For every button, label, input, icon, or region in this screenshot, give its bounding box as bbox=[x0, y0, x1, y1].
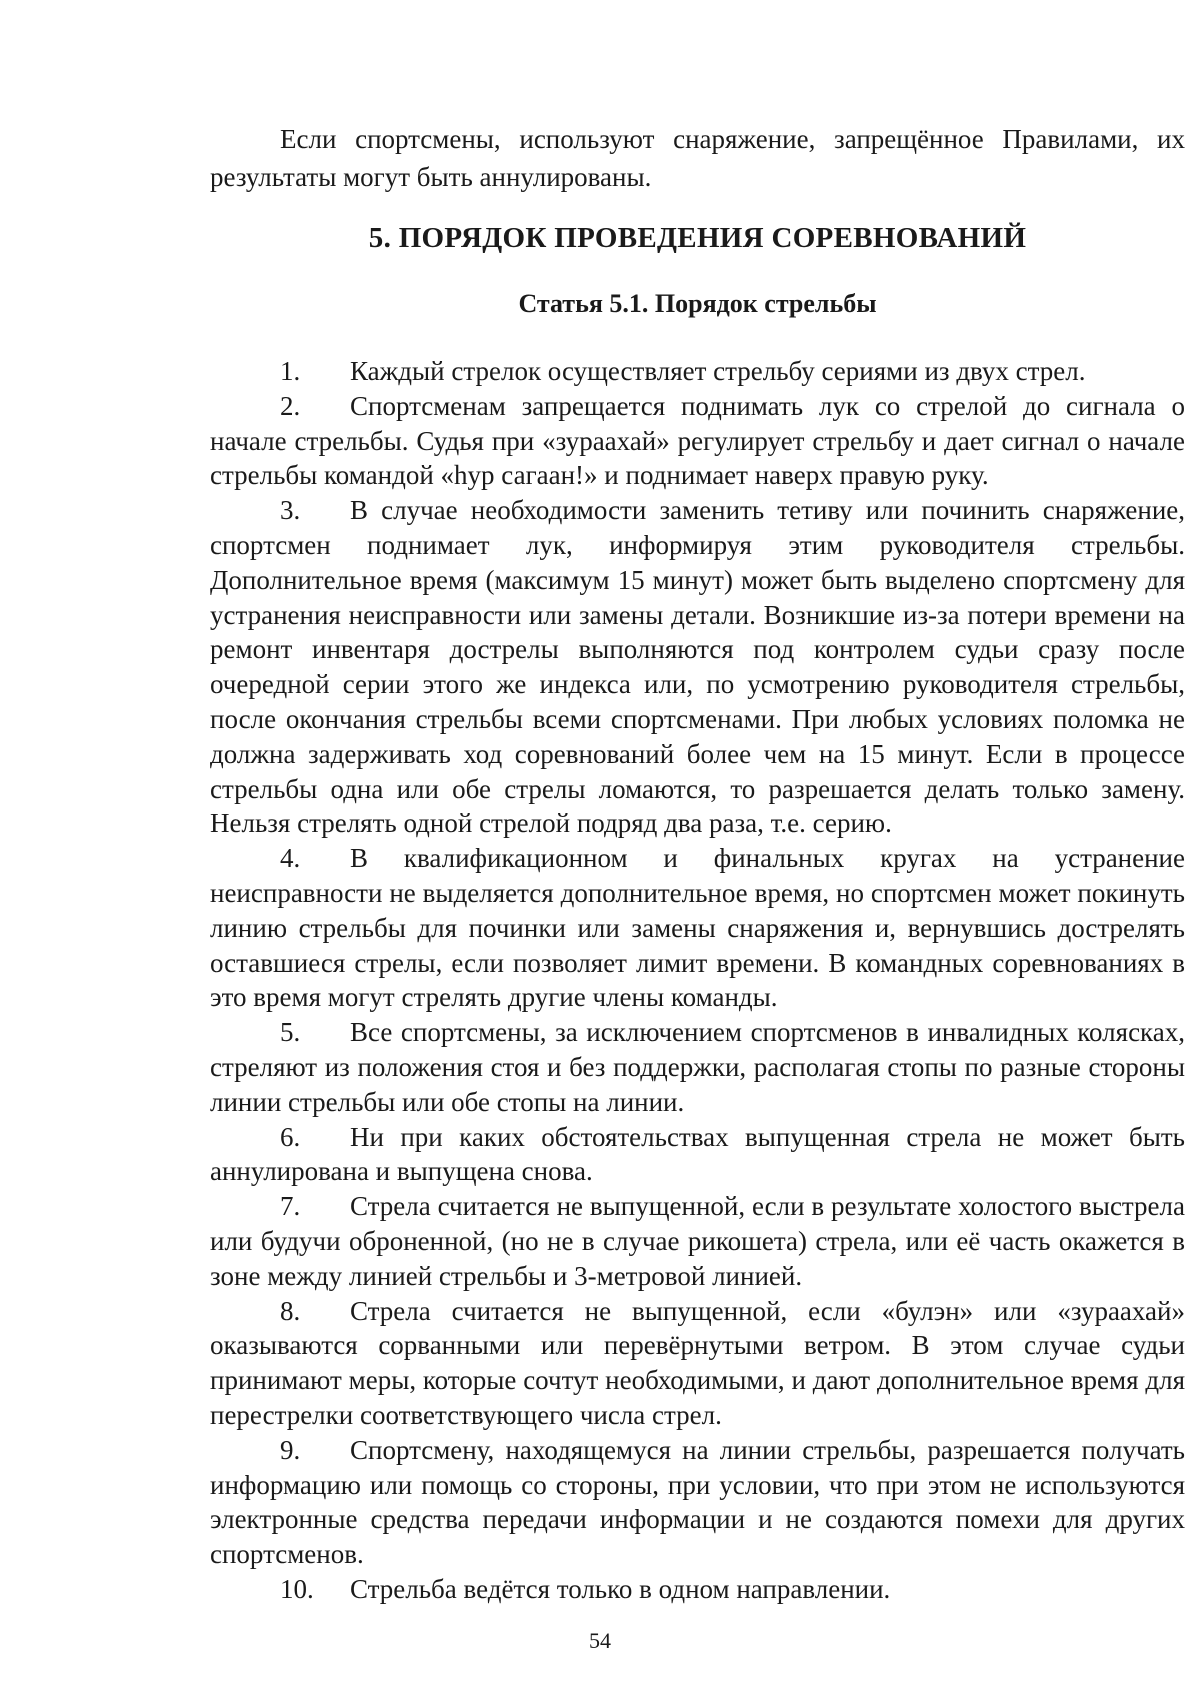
item-text: Стрельба ведётся только в одном направлении. bbox=[350, 1573, 891, 1604]
list-item bbox=[210, 1572, 1185, 1607]
list-item bbox=[210, 841, 1185, 1015]
item-text: Спортсменам запрещается поднимать лук со стрелой до сигнала о начале стрельбы. Судья при «зураахай» регулирует стрельбу и дает сигнал о начале стрельбы командой «hур сагаан!» и поднимает наверх правую руку. bbox=[210, 390, 1185, 491]
article-title: Статья 5.1. Порядок стрельбы bbox=[518, 289, 877, 318]
item-text: Стрела считается не выпущенной, если в результате холостого выстрела или будучи оброненной, (но не в случае рикошета) стрела, или её часть окажется в зоне между линией стрельбы и 3-метровой линией. bbox=[210, 1191, 1185, 1291]
item-number: 7. bbox=[280, 1191, 301, 1222]
list-item bbox=[210, 1015, 1185, 1119]
page-content bbox=[210, 120, 1185, 1607]
item-text: Каждый стрелок осуществляет стрельбу сериями из двух стрел. bbox=[350, 356, 1086, 386]
item-number: 10. bbox=[280, 1573, 314, 1604]
item-text: Спортсмену, находящемуся на линии стрельбы, разрешается получать информацию или помощь со стороны, при условии, что при этом не используются электронные средства передачи информации и не создаются помехи для других спортсменов. bbox=[210, 1434, 1185, 1570]
item-number: 2. bbox=[280, 390, 301, 421]
item-text: Все спортсмены, за исключением спортсменов в инвалидных колясках, стреляют из положения стоя и без поддержки, располагая стопы по разные стороны линии стрельбы или обе стопы на линии. bbox=[210, 1017, 1185, 1117]
section-title: 5. ПОРЯДОК ПРОВЕДЕНИЯ СОРЕВНОВАНИЙ bbox=[368, 222, 1027, 254]
page-number: 54 bbox=[589, 1628, 611, 1653]
list-item bbox=[210, 1120, 1185, 1190]
item-number: 6. bbox=[280, 1121, 301, 1152]
item-text: Ни при каких обстоятельствах выпущенная стрела не может быть аннулирована и выпущена снова. bbox=[210, 1121, 1185, 1187]
item-text: В случае необходимости заменить тетиву или починить снаряжение, спортсмен поднимает лук, информируя этим руководителя стрельбы. Дополнительное время (максимум 15 минут) может быть выделено спортсмену для устранения неисправности или замены детали. Возникшие из-за потери времени на ремонт инвентаря дострелы выполняются под контролем судьи сразу после очередной серии этого же индекса или, по усмотрению руководителя стрельбы, после окончания стрельбы всеми спортсменами. При любых условиях поломка не должна задерживать ход соревнований более чем на 15 минут. Если в процессе стрельбы одна или обе стрелы ломаются, то разрешается делать только замену. Нельзя стрелять одной стрелой подряд два раза, т.е. серию. bbox=[210, 495, 1185, 839]
item-number: 9. bbox=[280, 1434, 301, 1465]
list-item bbox=[210, 389, 1185, 493]
list-item bbox=[210, 1189, 1185, 1293]
list-item bbox=[210, 493, 1185, 841]
item-text: В квалификационном и финальных кругах на устранение неисправности не выделяется дополнительное время, но спортсмен может покинуть линию стрельбы для починки или замены снаряжения и, вернувшись дострелять оставшиеся стрелы, если позволяет лимит времени. В командных соревнованиях в это время могут стрелять другие члены команды. bbox=[210, 843, 1185, 1013]
intro-paragraph: Если спортсмены, используют снаряжение, запрещённое Правилами, их результаты могут быть аннулированы. bbox=[210, 124, 1185, 192]
item-number: 3. bbox=[280, 495, 301, 526]
item-number: 1. bbox=[280, 356, 301, 386]
list-item bbox=[210, 1294, 1185, 1433]
item-text: Стрела считается не выпущенной, если «булэн» или «зураахай» оказываются сорванными или перевёрнутыми ветром. В этом случае судьи принимают меры, которые сочтут необходимыми, и дают дополнительное время для перестрелки соответствующего числа стрел. bbox=[210, 1295, 1185, 1430]
item-number: 5. bbox=[280, 1017, 301, 1048]
list-item bbox=[210, 1433, 1185, 1572]
item-number: 8. bbox=[280, 1295, 301, 1326]
item-number: 4. bbox=[280, 843, 301, 874]
numbered-list bbox=[210, 354, 1185, 1607]
list-item bbox=[210, 354, 1185, 389]
